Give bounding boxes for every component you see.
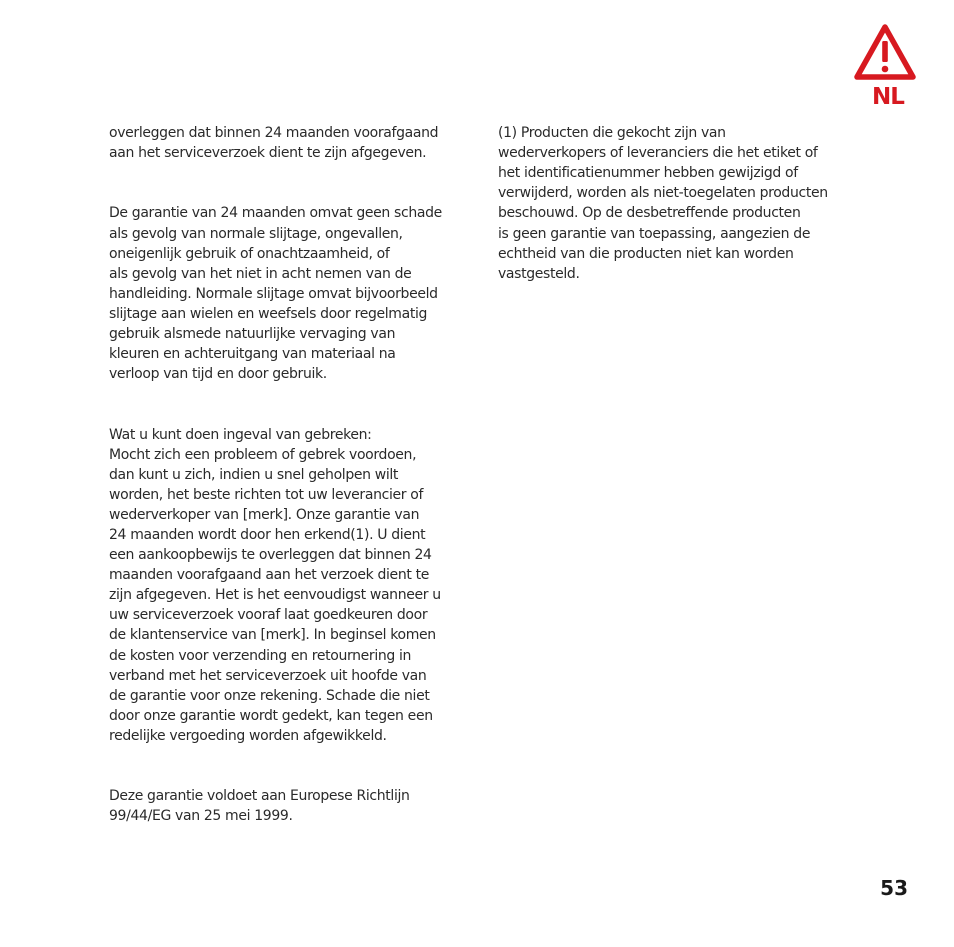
warning-triangle-icon — [852, 22, 918, 82]
paragraph-warranty-exclusions: De garantie van 24 maanden omvat geen schade als gevolg van normale slijtage, ongevallen, oneigenlijk gebruik of onachtzaamheid, of als gevolg van het niet in acht nemen van de handleiding. Normale slijtage omvat bijvoorbeeld slijtage aan wielen en weefsels door regelmatig gebruik alsmede natuurlijke vervaging van kleuren en achteruitgang van materiaal na verloop van tijd en door gebruik. — [109, 205, 442, 383]
page-number: 53 — [880, 876, 908, 900]
right-text-column — [498, 103, 854, 324]
left-text-column — [109, 103, 461, 867]
footnote-paragraph: (1) Producten die gekocht zijn van wederverkopers of leveranciers die het etiket of het identificatienummer hebben gewijzigd of verwijderd, worden als niet-toegelaten producten beschouwd. Op de desbetreffende producten is geen garantie van toepassing, aangezien de echtheid van die producten niet kan worden vastgesteld. — [498, 125, 828, 282]
paragraph-warranty-proof: overleggen dat binnen 24 maanden voorafgaand aan het serviceverzoek dient te zijn afgegeven. — [109, 125, 439, 162]
language-label: NL — [872, 84, 904, 110]
paragraph-eu-directive: Deze garantie voldoet aan Europese Richtlijn 99/44/EG van 25 mei 1999. — [109, 788, 410, 825]
paragraph-defect-procedure: Wat u kunt doen ingeval van gebreken: Mocht zich een probleem of gebrek voordoen, dan kunt u zich, indien u snel geholpen wilt worden, het beste richten tot uw leverancier of wederverkoper van [merk]. Onze garantie van 24 maanden wordt door hen erkend(1). U dient een aankoopbewijs te overleggen dat binnen 24 maanden voorafgaand aan het verzoek dient te zijn afgegeven. Het is het eenvoudigst wanneer u uw serviceverzoek vooraf laat goedkeuren door de klantenservice van [merk]. In beginsel komen de kosten voor verzending en retournering in verband met het serviceverzoek uit hoofde van de garantie voor onze rekening. Schade die niet door onze garantie wordt gedekt, kan tegen een redelijke vergoeding worden afgewikkeld. — [109, 426, 441, 744]
